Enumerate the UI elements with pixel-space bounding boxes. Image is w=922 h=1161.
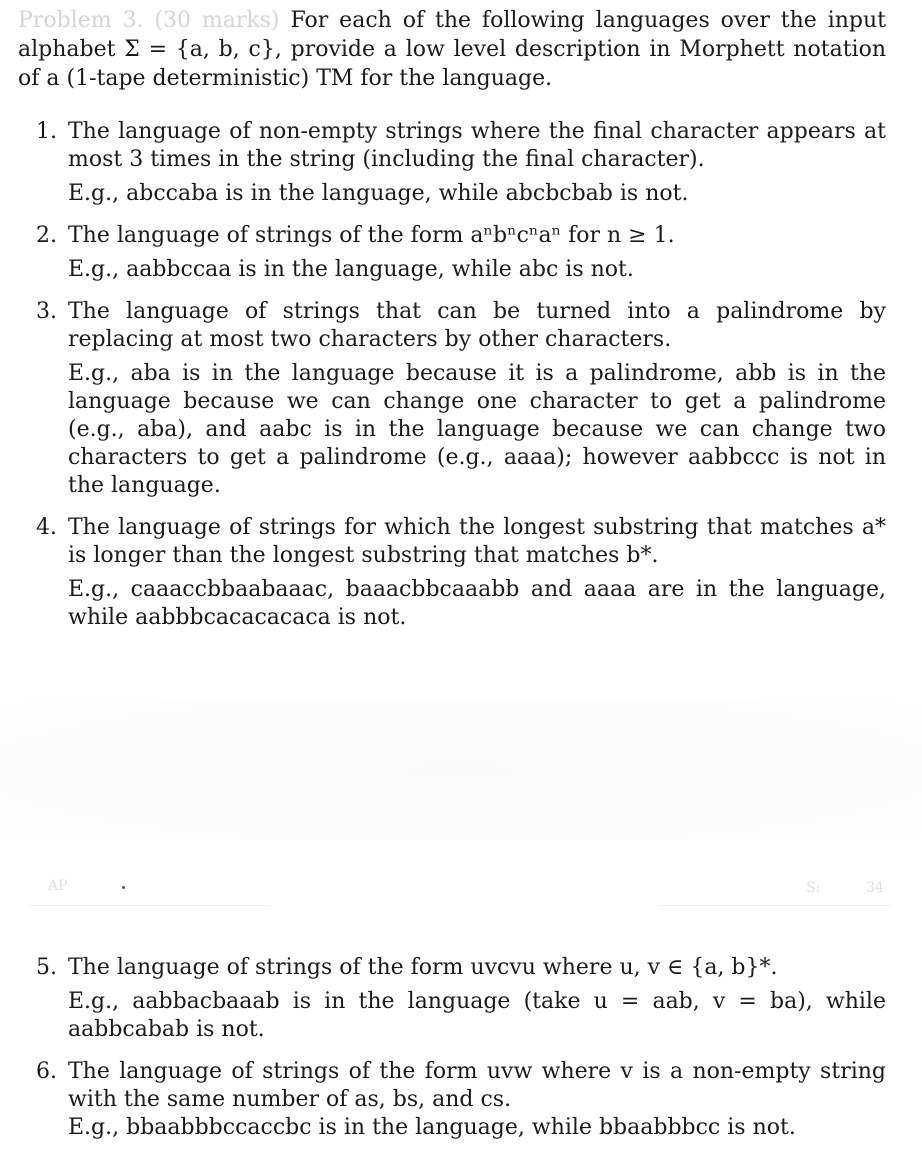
faint-rule (30, 905, 270, 906)
item-example: E.g., bbaabbbccaccbc is in the language, while bbaabbbcc is not. (68, 1115, 796, 1140)
list-item (36, 514, 886, 632)
item-number: 4. (36, 515, 57, 540)
item-description: The language of strings for which the longest substring that matches a* is longer than the longest substring that matches b*. (68, 515, 886, 568)
item-number: 3. (36, 299, 57, 324)
problem-heading: Problem 3. (30 marks) (18, 8, 280, 33)
intro-text: For each of the following languages over the input alphabet Σ = {a, b, c}, provide a low level description in Morphett notation of a (1-tape deterministic) TM for the language. (18, 8, 886, 91)
list-item (36, 222, 886, 284)
item-description: The language of strings of the form uvw where v is a non-empty string with the same number of as, bs, and cs. (68, 1059, 886, 1112)
ghost-mark: AP (48, 878, 68, 894)
item-number: 2. (36, 223, 57, 248)
item-example: E.g., abccaba is in the language, while abcbcbab is not. (68, 181, 689, 206)
item-number: 1. (36, 119, 57, 144)
list-item (36, 298, 886, 500)
faded-region (0, 700, 922, 840)
item-description: The language of strings that can be turned into a palindrome by replacing at most two characters by other characters. (68, 299, 886, 352)
item-example: E.g., aba is in the language because it is a palindrome, abb is in the language because we can change one character to get a palindrome (e.g., aba), and aabc is in the language because we can change two characters to get a palindrome (e.g., aaaa); however aabbccc is not in the language. (68, 361, 886, 498)
list-item (36, 118, 886, 208)
list-item (36, 1058, 886, 1142)
problem-list-top (36, 118, 886, 646)
item-example: E.g., aabbacbaaab is in the language (take u = aab, v = ba), while aabbcabab is not. (68, 989, 886, 1042)
ghost-mark: 34 (866, 880, 884, 896)
item-number: 5. (36, 955, 57, 980)
item-description: The language of strings of the form uvcvu where u, v ∈ {a, b}*. (68, 955, 778, 980)
item-example: E.g., aabbccaa is in the language, while abc is not. (68, 257, 634, 282)
item-description: The language of non-empty strings where the final character appears at most 3 times in the string (including the final character). (68, 119, 886, 172)
speck (122, 886, 125, 889)
faint-rule (660, 905, 890, 906)
problem-list-bottom (36, 954, 886, 1156)
item-description: The language of strings of the form aⁿbⁿcⁿaⁿ for n ≥ 1. (68, 223, 675, 248)
problem-intro (18, 6, 886, 93)
ghost-mark: S: (806, 880, 821, 896)
item-example: E.g., caaaccbbaabaaac, baaacbbcaaabb and aaaa are in the language, while aabbbcacacacaca is not. (68, 577, 886, 630)
item-number: 6. (36, 1059, 57, 1084)
list-item (36, 954, 886, 1044)
